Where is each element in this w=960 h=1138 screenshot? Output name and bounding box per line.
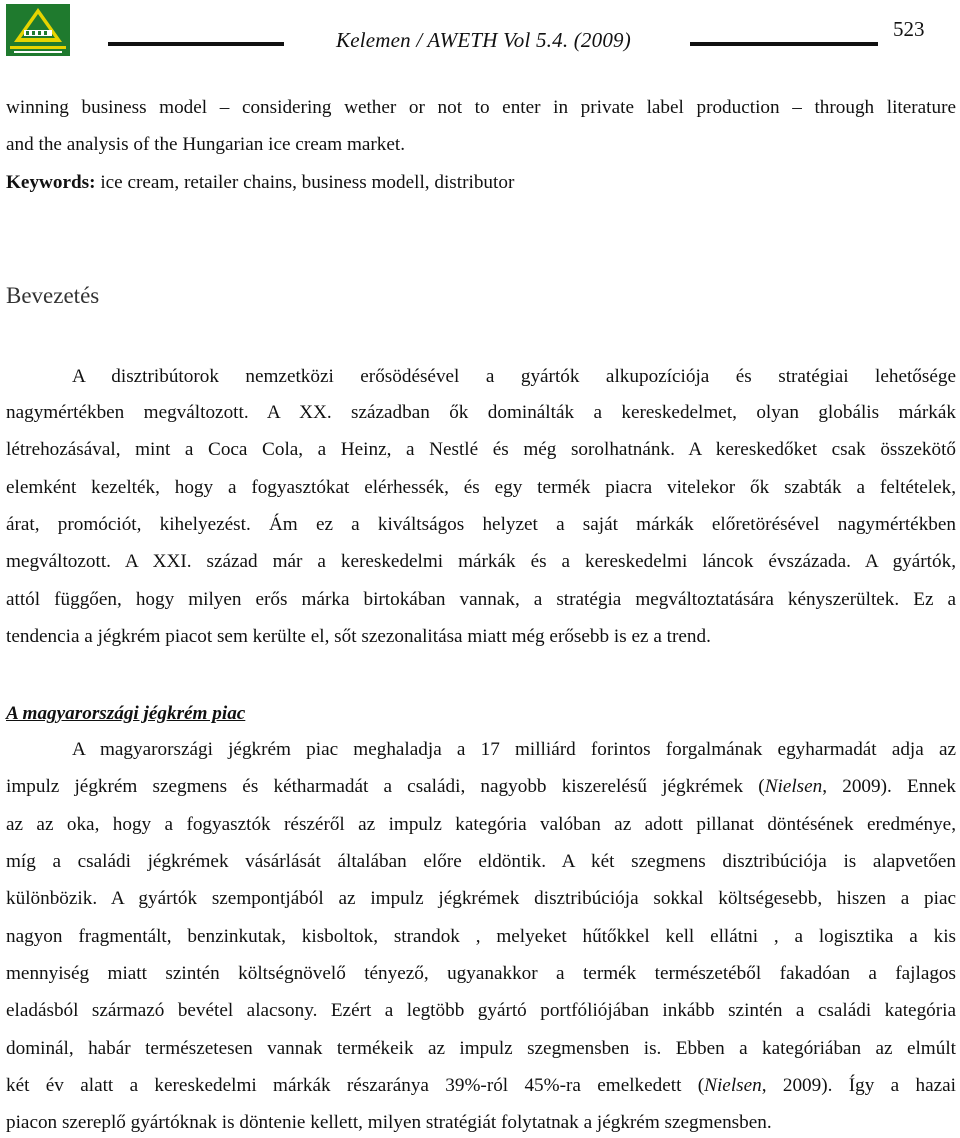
- paragraph-line: az az oka, hogy a fogyasztók részéről az impulz kategória valóban az adott pillanat döntésének eredménye,: [6, 814, 956, 835]
- paragraph-line: A disztribútorok nemzetközi erősödésével a gyártók alkupozíciója és stratégiai lehetősége: [72, 366, 956, 387]
- paragraph-line: árat, promóciót, kihelyezést. Ám ez a kiváltságos helyzet a saját márkák előretörésével nagymértékben: [6, 514, 956, 535]
- running-head: Kelemen / AWETH Vol 5.4. (2009): [336, 28, 631, 52]
- paragraph-line: míg a családi jégkrémek vásárlását általában előre eldöntik. A két szegmens disztribúciója is alapvetően: [6, 851, 956, 872]
- abstract-line: and the analysis of the Hungarian ice cream market.: [6, 134, 406, 155]
- paragraph-line: mennyiség miatt szintén költségnövelő tényező, ugyanakkor a termék természetéből fakadóan a fajlagos: [6, 963, 956, 984]
- paragraph-line: tendencia a jégkrém piacot sem kerülte el, sőt szezonalitása miatt még erősebb is ez a trend.: [6, 626, 711, 647]
- page-number: 523: [893, 17, 925, 41]
- keywords-line: [6, 171, 956, 195]
- paragraph-line: megváltozott. A XXI. század már a kereskedelmi márkák és a kereskedelmi láncok évszázada. A gyártók,: [6, 551, 956, 572]
- header-rule-left: [108, 42, 284, 46]
- paragraph-line: impulz jégkrém szegmens és kétharmadát a családi, nagyobb kiszerelésű jégkrémek (Nielsen, 2009). Ennek: [6, 776, 956, 797]
- paragraph-line: elemként kezelték, hogy a fogyasztókat elérhessék, és egy termék piacra vitelekor ők szabták a feltételek,: [6, 477, 956, 498]
- abstract-line: winning business model – considering wether or not to enter in private label production – through literature: [6, 97, 956, 118]
- section-title-bevezetes: Bevezetés: [6, 283, 100, 308]
- paragraph-line: A magyarországi jégkrém piac meghaladja a 17 milliárd forintos forgalmának egyharmadát adja az: [72, 739, 956, 760]
- journal-logo: [6, 4, 70, 56]
- paragraph-line: attól függően, hogy milyen erős márka birtokában vannak, a stratégia megváltoztatására kényszerültek. Ez a: [6, 589, 956, 610]
- header-rule-right: [690, 42, 878, 46]
- paragraph-line: dominál, habár természetesen vannak termékeik az impulz szegmensben is. Ebben a kategóriában az elmúlt: [6, 1038, 956, 1059]
- keywords-label: Keywords:: [6, 172, 96, 193]
- paragraph-line: piacon szereplő gyártóknak is döntenie kellett, milyen stratégiát folytatnak a jégkrém szegmensben.: [6, 1112, 772, 1133]
- citation: Nielsen: [764, 776, 823, 797]
- citation: Nielsen: [704, 1075, 762, 1096]
- paragraph-line: létrehozásával, mint a Coca Cola, a Heinz, a Nestlé és még sorolhatnánk. A kereskedőket csak összekötő: [6, 439, 956, 460]
- paragraph-line: két év alatt a kereskedelmi márkák részaránya 39%-ról 45%-ra emelkedett (Nielsen, 2009). Így a hazai: [6, 1075, 956, 1096]
- paragraph-line: nagymértékben megváltozott. A XX. században ők dominálták a kereskedelmet, olyan globális márkák: [6, 402, 956, 423]
- section-title-magyar-jegkrem-piac: A magyarországi jégkrém piac: [6, 703, 246, 724]
- paragraph-line: különbözik. A gyártók szempontjából az impulz jégkrémek disztribúciója sokkal költségesebb, hiszen a piac: [6, 888, 956, 909]
- paragraph-line: nagyon fragmentált, benzinkutak, kisboltok, strandok , melyeket hűtőkkel kell ellátni , a logisztika a kis: [6, 926, 956, 947]
- keywords-text: ice cream, retailer chains, business modell, distributor: [95, 172, 515, 193]
- paragraph-line: eladásból származó bevétel alacsony. Ezért a legtöbb gyártó portfóliójában inkább szintén a családi kategória: [6, 1000, 956, 1021]
